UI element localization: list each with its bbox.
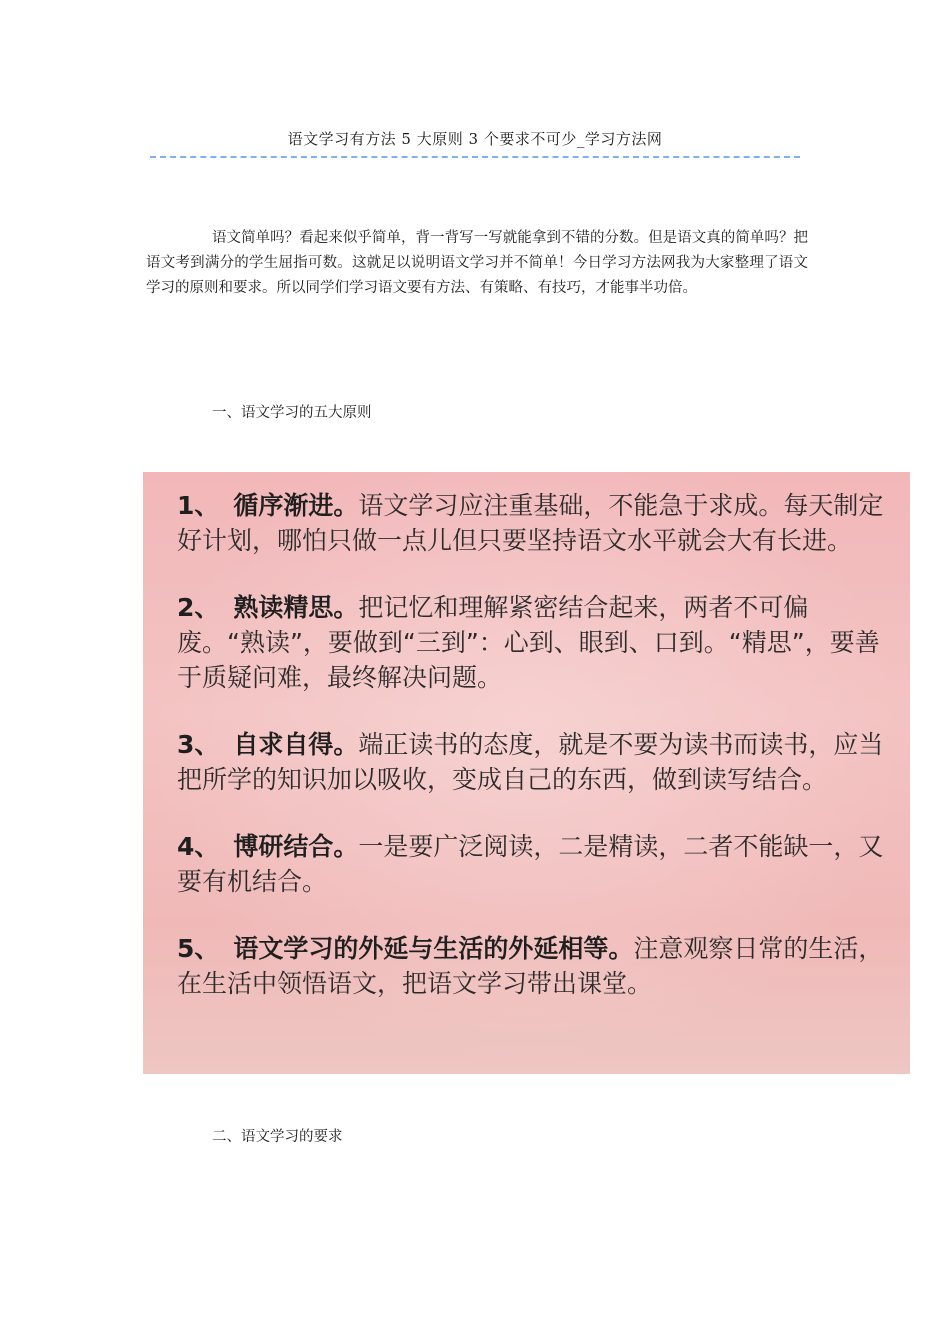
- principle-item: [177, 829, 884, 899]
- principle-item: [177, 931, 884, 1001]
- title-divider: [150, 156, 800, 158]
- principle-item: [177, 727, 884, 797]
- section-heading-principles: 一、语文学习的五大原则: [212, 405, 372, 421]
- principle-text: 一是要广泛阅读，二是精读，二者不能缺一，又要有机结合。: [177, 832, 884, 896]
- principle-name: 循序渐进。: [233, 491, 359, 520]
- principle-number: 2、: [177, 593, 220, 622]
- principle-text: 把记忆和理解紧密结合起来，两者不可偏废。“熟读”，要做到“三到”：心到、眼到、口到。“精思”，要善于质疑问难，最终解决问题。: [177, 593, 880, 692]
- principle-name: 语文学习的外延与生活的外延相等。: [233, 934, 634, 963]
- principle-name: 自求自得。: [233, 730, 359, 759]
- principle-number: 1、: [177, 491, 220, 520]
- principle-text: 端正读书的态度，就是不要为读书而读书，应当把所学的知识加以吸收，变成自己的东西，做到读写结合。: [177, 730, 884, 794]
- principle-number: 3、: [177, 730, 220, 759]
- principle-item: [177, 590, 884, 695]
- principle-text: 注意观察日常的生活，在生活中领悟语文，把语文学习带出课堂。: [177, 934, 884, 998]
- principle-name: 博研结合。: [233, 832, 359, 861]
- principle-number: 5、: [177, 934, 220, 963]
- principle-text: 语文学习应注重基础，不能急于求成。每天制定好计划，哪怕只做一点儿但只要坚持语文水平就会大有长进。: [177, 491, 884, 555]
- principle-number: 4、: [177, 832, 220, 861]
- principle-name: 熟读精思。: [233, 593, 359, 622]
- intro-paragraph: 语文简单吗？看起来似乎简单，背一背写一写就能拿到不错的分数。但是语文真的简单吗？把语文考到满分的学生屈指可数。这就足以说明语文学习并不简单！今日学习方法网我为大家整理了语文学习的原则和要求。所以同学们学习语文要有方法、有策略、有技巧，才能事半功倍。: [146, 230, 808, 296]
- document-title: 语文学习有方法 5 大原则 3 个要求不可少_学习方法网: [287, 130, 663, 148]
- section-heading-requirements: 二、语文学习的要求: [212, 1129, 343, 1145]
- principle-item: [177, 488, 884, 558]
- principles-image: [143, 472, 910, 1074]
